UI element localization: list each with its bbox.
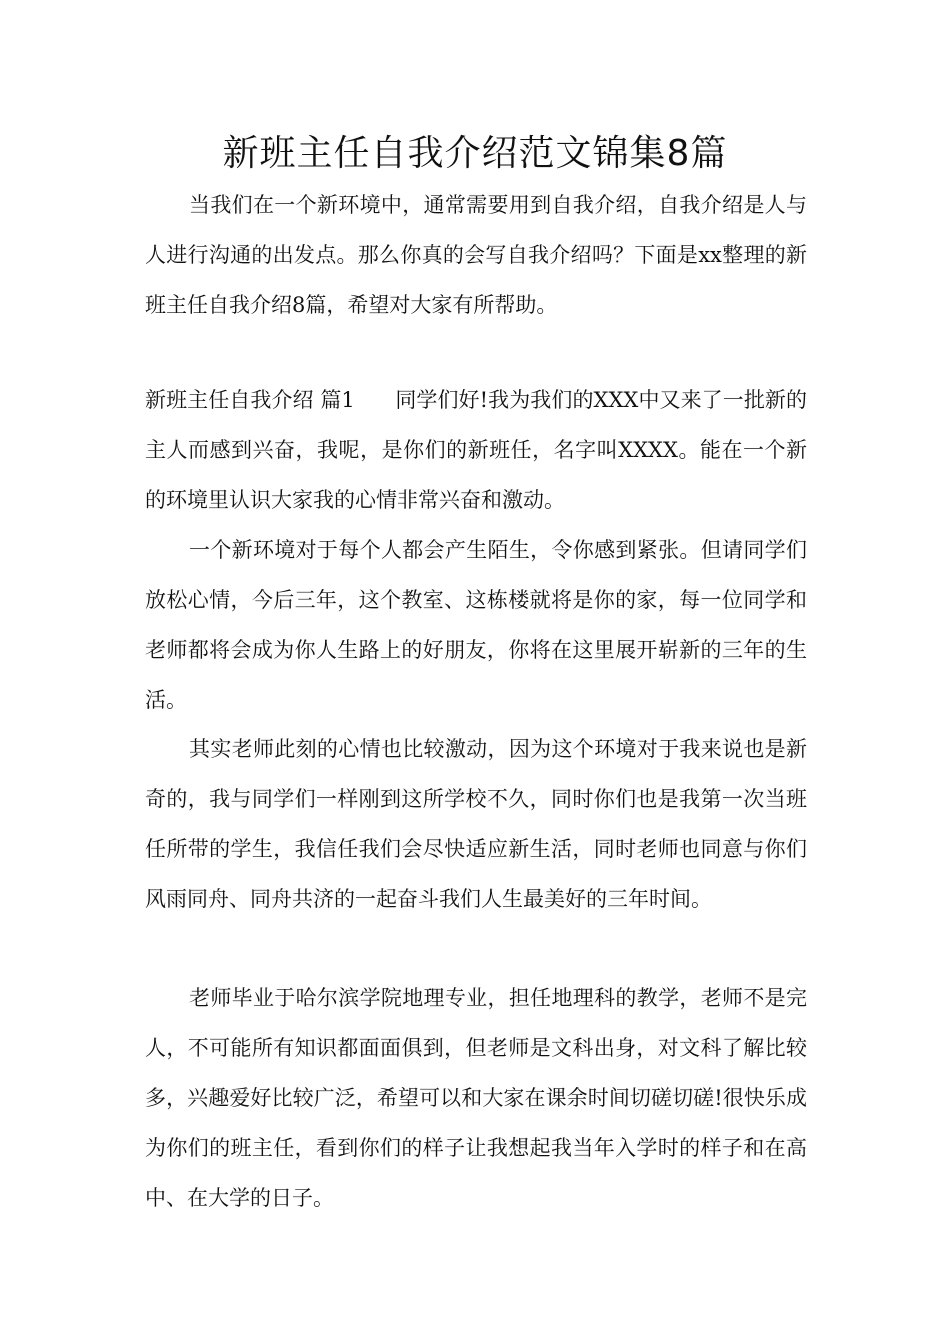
section-1-paragraph-3: 其实老师此刻的心情也比较激动，因为这个环境对于我来说也是新奇的，我与同学们一样刚到这所学校不久，同时你们也是我第一次当班任所带的学生，我信任我们会尽快适应新生活，同时老师也同意与你们风雨同舟、同舟共济的一起奋斗我们人生最美好的三年时间。 [145, 737, 807, 911]
section-1-first-paragraph [145, 375, 807, 525]
section-1-paragraph-4: 老师毕业于哈尔滨学院地理专业，担任地理科的教学，老师不是完人，不可能所有知识都面面俱到，但老师是文科出身，对文科了解比较多，兴趣爱好比较广泛，希望可以和大家在课余时间切磋切磋!很快乐成为你们的班主任，看到你们的样子让我想起我当年入学时的样子和在高中、在大学的日子。 [145, 986, 807, 1210]
section-1-paragraph-1: 同学们好!我为我们的XXX中又来了一批新的主人而感到兴奋，我呢，是你们的新班任，名字叫XXXX。能在一个新的环境里认识大家我的心情非常兴奋和激动。 [145, 388, 807, 512]
section-1-heading: 新班主任自我介绍 篇1 [145, 388, 355, 412]
document-title: 新班主任自我介绍范文锦集8篇 [222, 133, 728, 174]
intro-paragraph: 当我们在一个新环境中，通常需要用到自我介绍，自我介绍是人与人进行沟通的出发点。那么你真的会写自我介绍吗？下面是xx整理的新班主任自我介绍8篇，希望对大家有所帮助。 [145, 193, 807, 317]
section-1-paragraph-2: 一个新环境对于每个人都会产生陌生，令你感到紧张。但请同学们放松心情，今后三年，这个教室、这栋楼就将是你的家，每一位同学和老师都将会成为你人生路上的好朋友，你将在这里展开崭新的三年的生活。 [145, 538, 807, 712]
